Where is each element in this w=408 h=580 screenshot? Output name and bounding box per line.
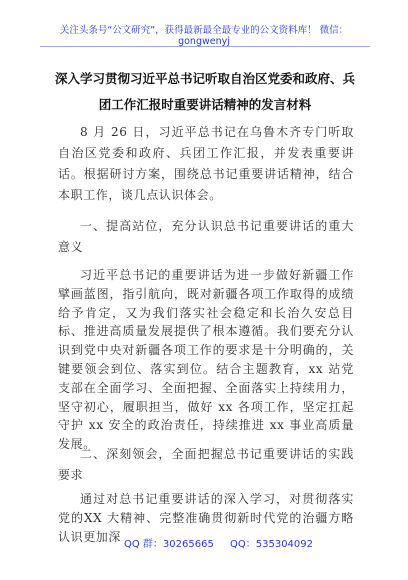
- header-divider: [40, 46, 370, 47]
- section-heading-2: 二、深刻领会，全面把握总书记重要讲话的实践要求: [58, 447, 354, 482]
- paragraph-section-1: 习近平总书记的重要讲话为进一步做好新疆工作擘画蓝图，指引航向，既对新疆各项工作取得的成绩给予肯定，又为我们落实社会稳定和长治久安总目标、推进高质量发展提供了根本遵循。我们要充分认识到党中央对新疆各项工作的要求是十分明确的，关键要领会到位、落实到位。结合主题教育，xx 站党支部在全面学习、全面把握、全面落实上持续用力，坚守初心，履职担当，做好 xx 各项工作，坚定扛起守护 xx 安全的政治责任，持续推进 xx 事业高质量发展。: [58, 268, 354, 452]
- paragraph-section-2: 通过对总书记重要讲话的深入学习，对贯彻落实党的XX 大精神、完整准确贯彻新时代党的治疆方略认识更加深: [58, 492, 354, 544]
- header-banner: 关注头条号“公文研究”，获得最新最全最专业的公文资料库！ 微信：gongwenyj: [59, 25, 349, 47]
- footer-qq-group: QQ 群：30265665: [124, 539, 214, 550]
- document-title: 深入学习贯彻习近平总书记听取自治区党委和政府、兵团工作汇报时重要讲话精神的发言材料: [54, 71, 355, 112]
- section-heading-1: 一、提高站位，充分认识总书记重要讲话的重大意义: [58, 219, 354, 254]
- paragraph-intro: 8 月 26 日，习近平总书记在乌鲁木齐专门听取自治区党委和政府、兵团工作汇报，并发表重要讲话。根据研讨方案，围绕总书记重要讲话精神，结合本职工作，谈几点认识体会。: [58, 125, 354, 202]
- footer-qq-contact: QQ：535304092: [230, 539, 314, 550]
